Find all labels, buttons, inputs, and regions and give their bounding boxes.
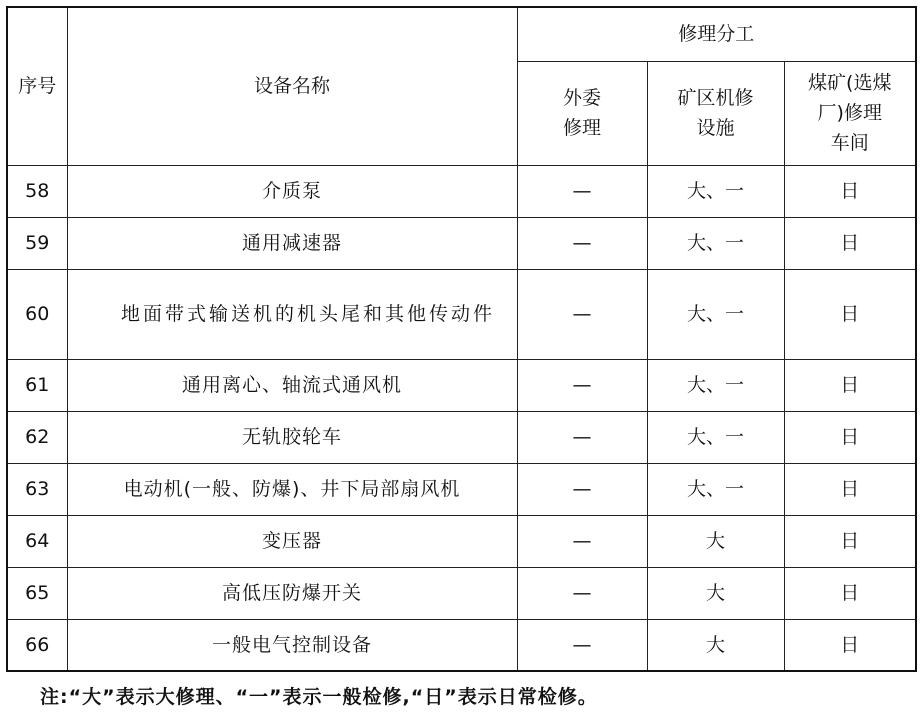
row-workshop: 日 xyxy=(784,515,916,567)
row-equipment-name: 一般电气控制设备 xyxy=(67,619,517,671)
table-row xyxy=(7,515,916,567)
row-workshop: 日 xyxy=(784,217,916,269)
row-external: — xyxy=(517,515,647,567)
row-seq: 60 xyxy=(7,269,67,359)
row-seq: 63 xyxy=(7,463,67,515)
row-mine-area: 大、一 xyxy=(647,411,784,463)
header-seq: 序号 xyxy=(7,7,67,165)
table-row xyxy=(7,411,916,463)
row-workshop: 日 xyxy=(784,411,916,463)
row-mine-area: 大 xyxy=(647,619,784,671)
row-workshop: 日 xyxy=(784,463,916,515)
header-mine-area-facility xyxy=(647,61,784,165)
row-workshop: 日 xyxy=(784,269,916,359)
table-row xyxy=(7,359,916,411)
row-seq: 58 xyxy=(7,165,67,217)
header-workshop xyxy=(784,61,916,165)
row-mine-area: 大、一 xyxy=(647,359,784,411)
row-seq: 64 xyxy=(7,515,67,567)
row-equipment-name: 变压器 xyxy=(67,515,517,567)
header-workshop-line3: 车间 xyxy=(830,132,869,154)
table-row xyxy=(7,567,916,619)
row-seq: 62 xyxy=(7,411,67,463)
table-row xyxy=(7,217,916,269)
header-workshop-line2: 厂)修理 xyxy=(817,102,882,124)
header-mine-area-line1: 矿区机修 xyxy=(677,87,754,109)
row-equipment-name: 介质泵 xyxy=(67,165,517,217)
row-mine-area: 大、一 xyxy=(647,463,784,515)
row-external: — xyxy=(517,619,647,671)
table-row xyxy=(7,165,916,217)
row-equipment-name: 通用减速器 xyxy=(67,217,517,269)
row-external: — xyxy=(517,165,647,217)
row-mine-area: 大、一 xyxy=(647,217,784,269)
row-equipment-name: 高低压防爆开关 xyxy=(67,567,517,619)
row-external: — xyxy=(517,217,647,269)
row-equipment-name: 地面带式输送机的机头尾和其他传动件 xyxy=(67,269,517,359)
row-external: — xyxy=(517,359,647,411)
row-external: — xyxy=(517,411,647,463)
row-external: — xyxy=(517,463,647,515)
row-workshop: 日 xyxy=(784,567,916,619)
row-equipment-name: 通用离心、轴流式通风机 xyxy=(67,359,517,411)
row-mine-area: 大 xyxy=(647,515,784,567)
table-footnote: 注:“大”表示大修理、“一”表示一般检修,“日”表示日常检修。 xyxy=(40,686,598,708)
row-equipment-name: 无轨胶轮车 xyxy=(67,411,517,463)
row-workshop: 日 xyxy=(784,165,916,217)
table-row xyxy=(7,269,916,359)
row-workshop: 日 xyxy=(784,359,916,411)
row-external: — xyxy=(517,269,647,359)
row-mine-area: 大、一 xyxy=(647,165,784,217)
row-seq: 65 xyxy=(7,567,67,619)
table-row xyxy=(7,619,916,671)
row-mine-area: 大、一 xyxy=(647,269,784,359)
row-seq: 59 xyxy=(7,217,67,269)
header-external-line1: 外委 xyxy=(562,87,601,109)
header-equipment-name: 设备名称 xyxy=(67,7,517,165)
row-seq: 66 xyxy=(7,619,67,671)
row-external: — xyxy=(517,567,647,619)
header-repair-division: 修理分工 xyxy=(517,7,916,61)
header-workshop-line1: 煤矿(选煤 xyxy=(808,72,892,94)
table-row xyxy=(7,463,916,515)
row-equipment-name: 电动机(一般、防爆)、井下局部扇风机 xyxy=(67,463,517,515)
row-seq: 61 xyxy=(7,359,67,411)
row-mine-area: 大 xyxy=(647,567,784,619)
row-workshop: 日 xyxy=(784,619,916,671)
repair-division-table xyxy=(6,6,917,672)
header-external-repair xyxy=(517,61,647,165)
header-mine-area-line2: 设施 xyxy=(696,117,735,139)
header-external-line2: 修理 xyxy=(562,117,601,139)
